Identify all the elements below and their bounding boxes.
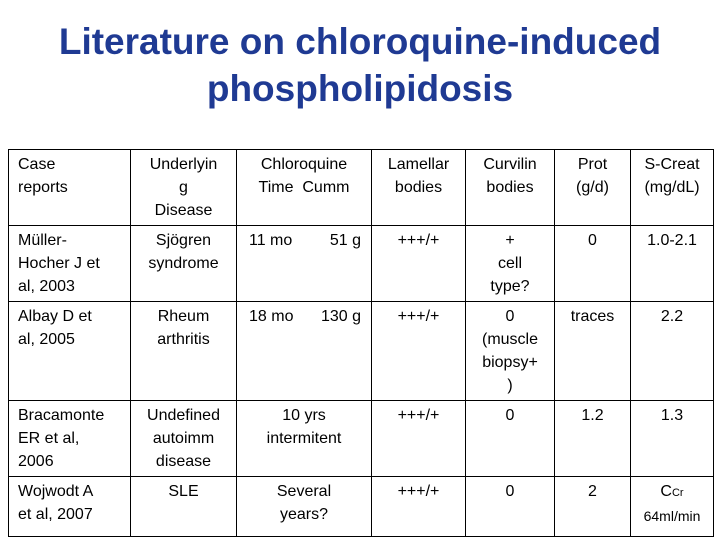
cell-lamellar: +++/+ — [372, 401, 466, 477]
cell-chloroquine: 10 yrs intermitent — [237, 401, 372, 477]
cell-s-creat: 2.2 — [631, 302, 714, 401]
table-row — [9, 226, 714, 302]
header-chloroquine: Chloroquine Time Cumm — [237, 150, 372, 226]
cell-lamellar: +++/+ — [372, 302, 466, 401]
header-lamellar-bodies: Lamellar bodies — [372, 150, 466, 226]
cell-prot: 1.2 — [555, 401, 631, 477]
cell-chloroquine: Several years? — [237, 477, 372, 537]
header-underlying-disease: Underlyin g Disease — [131, 150, 237, 226]
cell-disease: SLE — [131, 477, 237, 537]
cell-s-creat: 1.3 — [631, 401, 714, 477]
cell-lamellar: +++/+ — [372, 477, 466, 537]
slide-title — [0, 18, 720, 112]
cell-case: Albay D et al, 2005 — [9, 302, 131, 401]
cell-prot: 2 — [555, 477, 631, 537]
header-row — [9, 150, 714, 226]
cell-curvilin: + cell type? — [466, 226, 555, 302]
cell-prot: traces — [555, 302, 631, 401]
cell-chloroquine — [237, 226, 372, 302]
cell-cumm: 130 g — [320, 308, 361, 325]
ccr-value: 64ml/min — [643, 508, 701, 524]
table-row — [9, 302, 714, 401]
header-curvilin-bodies: Curvilin bodies — [466, 150, 555, 226]
cell-time: 11 mo — [249, 232, 293, 249]
title-line-2: phospholipidosis — [206, 68, 514, 109]
table-row — [9, 401, 714, 477]
cell-cumm: 51 g — [329, 232, 361, 249]
cell-time: 18 mo — [249, 308, 294, 325]
title-line-1: Literature on chloroquine-induced — [58, 21, 662, 62]
ccr-label: C — [660, 483, 672, 500]
cell-prot: 0 — [555, 226, 631, 302]
literature-table — [8, 149, 714, 537]
cell-s-creat: 1.0-2.1 — [631, 226, 714, 302]
cell-curvilin: 0 (muscle biopsy+ ) — [466, 302, 555, 401]
cell-disease: Sjögren syndrome — [131, 226, 237, 302]
header-prot: Prot (g/d) — [555, 150, 631, 226]
cell-curvilin: 0 — [466, 477, 555, 537]
cell-case: Müller- Hocher J et al, 2003 — [9, 226, 131, 302]
cell-s-creat — [631, 477, 714, 537]
table-row — [9, 477, 714, 537]
cell-disease: Rheum arthritis — [131, 302, 237, 401]
header-s-creat: S-Creat (mg/dL) — [631, 150, 714, 226]
ccr-subscript: Cr — [671, 487, 684, 499]
cell-chloroquine — [237, 302, 372, 401]
cell-curvilin: 0 — [466, 401, 555, 477]
cell-case: Wojwodt A et al, 2007 — [9, 477, 131, 537]
cell-case: Bracamonte ER et al, 2006 — [9, 401, 131, 477]
header-case-reports: Case reports — [9, 150, 131, 226]
cell-disease: Undefined autoimm disease — [131, 401, 237, 477]
cell-lamellar: +++/+ — [372, 226, 466, 302]
